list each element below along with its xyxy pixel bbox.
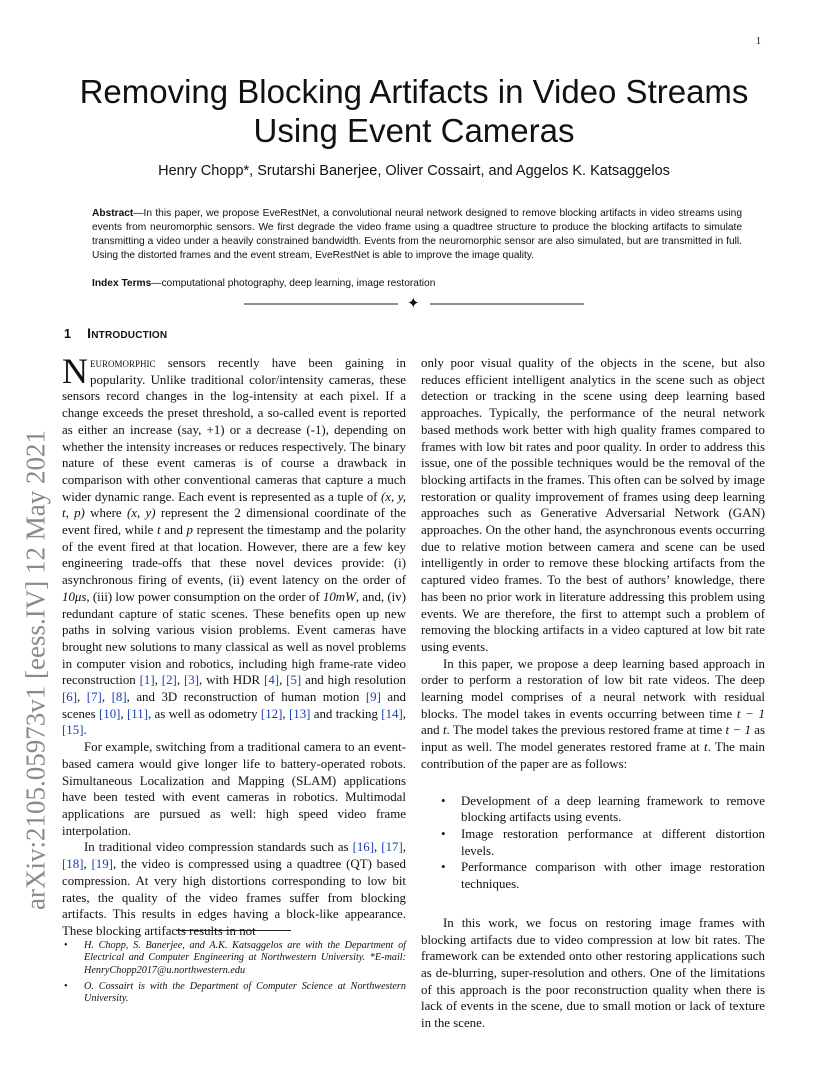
smallcaps-lead: euromorphic bbox=[90, 356, 156, 370]
footnote-rule bbox=[176, 930, 291, 931]
abstract-label: Abstract bbox=[92, 208, 134, 219]
list-item: • Development of a deep learning framework to remove blocking artifacts using events. bbox=[461, 793, 765, 826]
section-number: 1 bbox=[64, 327, 72, 341]
citation-link[interactable]: [ 5 ] bbox=[286, 673, 301, 687]
text-run: , and 3D reconstruction of human motion bbox=[126, 690, 366, 705]
intro-paragraph-4: only poor visual quality of the objects in the scene, but also reduces efficient intelligent analytics in the scene such as object detection or tracking in the scene using deep learning based approaches. Typically, the performance of the neural network based methods work better with high quality frames compared to frames with low bit rates and poor quality. In order to address this issue, one of the possible techniques would be the removal of the blocking artifacts in the frames. This often can be solved by image restoration or quality improvement of frames using deep learning approaches such as Generative Adversarial Network (GAN) approaches. On the other hand, the asynchronous events occurring due to relative motion between camera and scene can be used intelligently in order to remove these blocking artifacts from the captured video frames. To the best of authors’ knowledge, there has been no prior work in literature addressing this problem using events. We are therefore, the first to attempt such a problem of removing the blocking artifacts in a video captured at low bit rate using events. bbox=[421, 356, 765, 654]
section-divider bbox=[244, 297, 584, 311]
citation-link[interactable]: [ 9 ] bbox=[366, 690, 381, 704]
index-terms-text: —computational photography, deep learning, image restoration bbox=[151, 278, 436, 289]
text-run: and bbox=[160, 523, 187, 538]
author-list: Henry Chopp*, Srutarshi Banerjee, Oliver Cossairt, and Aggelos K. Katsaggelos bbox=[158, 163, 670, 179]
index-terms bbox=[92, 277, 742, 291]
section-title: Introduction bbox=[87, 325, 168, 341]
citation-link[interactable]: [ 11 ] bbox=[127, 707, 148, 721]
math-inline: 10mW bbox=[322, 589, 356, 604]
text-run: as input as well. The model generates restored frame at bbox=[421, 723, 765, 755]
text-run: . bbox=[83, 723, 87, 738]
citation-link[interactable]: [ 3 ] bbox=[184, 673, 199, 687]
text-run: sensors recently have been gaining in popularity. Unlike traditional color/intensity cameras, these sensors record changes in the log-intensity at each pixel. If a change exceeds the preset threshold, a so-called event is reported as either an increase (say, +1) or a decrease (-1), depending on whether the intensity increases or reduces respectively. The binary nature of these event cameras is of course a drawback in comparison with other conventional cameras that capture a much wider dynamic range. Each event is represented as a tuple of bbox=[62, 356, 406, 504]
math-inline: 10μs bbox=[62, 589, 87, 604]
index-terms-label: Index Terms bbox=[92, 278, 152, 289]
citation-link[interactable]: [ 15 ] bbox=[62, 723, 83, 737]
math-inline: t − 1 bbox=[725, 723, 751, 738]
paper-title: Removing Blocking Artifacts in Video Streams Using Event Cameras bbox=[79, 73, 749, 149]
citation-link[interactable]: [ 18 ] bbox=[62, 857, 83, 871]
page-number: 1 bbox=[756, 36, 761, 47]
footnote: • H. Chopp, S. Banerjee, and A.K. Katsaggelos are with the Department of Electrical and Computer Engineering at Northwestern University. *E-mail: HenryChopp2017@u.northwestern.edu bbox=[62, 940, 406, 977]
math-inline: t bbox=[703, 740, 708, 755]
citation-link[interactable]: [ 1 ] bbox=[140, 673, 155, 687]
text-run: and bbox=[421, 723, 443, 738]
math-inline: (x, y) bbox=[126, 506, 156, 521]
section-heading bbox=[64, 325, 167, 341]
citation-link[interactable]: [ 7 ] bbox=[87, 690, 102, 704]
math-inline: t bbox=[157, 523, 161, 538]
footnote: • O. Cossairt is with the Department of Computer Science at Northwestern University. bbox=[62, 981, 406, 1006]
citation-link[interactable]: [ 10 ] bbox=[99, 707, 120, 721]
text-run: , with HDR bbox=[198, 673, 265, 688]
citation-link[interactable]: [ 4 ] bbox=[264, 673, 279, 687]
divider-star-icon: ✦ bbox=[407, 296, 420, 312]
text-run: . The main contribution of the paper are as follows: bbox=[421, 740, 765, 771]
math-inline: t − 1 bbox=[736, 706, 765, 721]
intro-paragraph-6: In this work, we focus on restoring image frames with blocking artifacts due to video compression at low bit rates. The framework can be extended onto other restoring applications such as de-blurring, super-resolution and others. One of the limitations of this approach is the poor reconstruction quality when there is lack of events in the scene, due to small motion or lack of texture in the scene. bbox=[421, 915, 765, 1031]
citation-link[interactable]: [ 16 ] bbox=[353, 840, 374, 854]
intro-paragraph-5 bbox=[421, 656, 765, 773]
abstract-text: —In this paper, we propose EveRestNet, a convolutional neural network designed to remove blocking artifacts in video streams using events from neuromorphic sensors. We first degrade the video frame using a quadtree structure to produce the blocking artifacts to simulate transmitting a video under a heavily constrained bandwidth. Events from the neuromorphic sensor are also simulated, but are transmitted in full. Using the distorted frames and the event stream, EveRestNet is able to improve the image quality. bbox=[92, 208, 742, 261]
citation-link[interactable]: [ 8 ] bbox=[112, 690, 127, 704]
text-run: , (iii) low power consumption on the order of bbox=[86, 589, 323, 604]
contribution-list bbox=[421, 793, 765, 893]
text-run: represent the timestamp and the polarity of the event fired at that location. However, there are a few key engineering trade-offs that these novel devices provide: (i) asynchronous firing of events, (ii) event latency on the order of bbox=[62, 523, 407, 588]
citation-link[interactable]: [ 2 ] bbox=[162, 673, 177, 687]
citation-link[interactable]: [ 19 ] bbox=[91, 857, 112, 871]
text-run: and high resolution bbox=[301, 673, 406, 688]
text-run: . The model takes the previous restored frame at time bbox=[446, 723, 726, 738]
intro-paragraph-1: Neuromorphic sensors recently have been gaining in popularity. Unlike traditional color/intensity cameras, these sensors record changes in the log-intensity at each pixel. If a change exceeds the preset threshold, a so-called event is reported as either an increase (say, +1) or a decrease (-1), depending on whether the intensity increases or reduces respectively. The binary nature of these event cameras is of course a drawback in comparison with other conventional cameras that capture a much wider dynamic range. Each event is represented as a tuple of (x, y, t, p) where (x, y) represent the 2 dimensional coordinate of the event fired, while t and p represent the timestamp and the polarity of the event fired at that location. However, there are a few key engineering trade-offs that these novel devices provide: (i) asynchronous firing of events, (ii) event latency on the order of 10μs, (iii) low power consumption on the order of 10mW, and, (iv) redundant capture of static scenes. These benefits open up new paths in solving various vision problems. Event cameras have brought new solutions to many classical as well as novel problems in computer vision and robotics, including high frame-rate video reconstruction [ 1 ] , [ 2 ] , [ 3 ] , with HDR [ 4 ] , [ 5 ] and high resolution [ 6 ] , [ 7 ] , [ 8 ] , and 3D reconstruction of human motion [ 9 ] and scenes [ 10 ] , [ 11 ] , as well as odometry [ 12 ] , [ 13 ] and tracking [ 14 ] , [ 15 ] . bbox=[62, 355, 406, 739]
arxiv-identifier: arXiv:2105.05973v1 [eess.IV] 12 May 2021 bbox=[20, 430, 51, 910]
text-run: and tracking bbox=[310, 706, 382, 721]
footnotes bbox=[62, 940, 406, 1009]
math-inline: p bbox=[186, 523, 193, 538]
intro-paragraph-2: For example, switching from a traditional camera to an event-based camera would give longer life to battery-operated robots. Simultaneous Localization and Mapping (SLAM) applications have been tested with event cameras in robotics. Multimodal applications are pursued as well: high speed video frame interpolation. bbox=[62, 740, 406, 838]
text-run: and scenes bbox=[62, 690, 406, 721]
right-column bbox=[421, 355, 765, 1032]
citation-link[interactable]: [ 12 ] bbox=[261, 707, 282, 721]
text-run: , as well as odometry bbox=[148, 706, 261, 721]
text-run: In traditional video compression standards such as bbox=[84, 840, 353, 855]
text-run: , the video is compressed using a quadtree (QT) based compression. At very high distortions corresponding to low bit rates, the quality of the video frames suffer from blocking artifacts. This results in edges having a block-like appearance. These blocking artifacts results in not bbox=[62, 857, 406, 938]
text-run: represent the 2 dimensional coordinate of the event fired, while bbox=[62, 506, 407, 538]
list-item: • Image restoration performance at different distortion levels. bbox=[461, 826, 765, 859]
text-run: where bbox=[84, 506, 127, 521]
abstract bbox=[92, 207, 742, 263]
left-column bbox=[62, 351, 407, 940]
math-inline: t bbox=[442, 723, 447, 738]
citation-link[interactable]: [ 6 ] bbox=[62, 690, 77, 704]
intro-paragraph-3: In traditional video compression standards such as [ 16 ] , [ 17 ] , [ 18 ] , [ 19 ] , the video is compressed using a quadtree (QT) based compression. At very high distortions corresponding to low bit rates, the quality of the video frames suffer from blocking artifacts. This results in edges having a block-like appearance. These blocking artifacts results in not bbox=[62, 839, 406, 939]
citation-link[interactable]: [ 13 ] bbox=[289, 707, 310, 721]
citation-link[interactable]: [ 17 ] bbox=[381, 840, 402, 854]
drop-cap: N bbox=[62, 351, 88, 391]
text-run: In this paper, we propose a deep learning based approach in order to perform a restoration of low bit rate videos. The deep learning model comprises of a neural network with residual blocks. The model takes in events occurring between time bbox=[421, 656, 765, 721]
citation-link[interactable]: [ 14 ] bbox=[381, 707, 402, 721]
list-item: • Performance comparison with other image restoration techniques. bbox=[461, 859, 765, 892]
text-run: , and, (iv) redundant capture of static scenes. These benefits open up new paths in solving various vision problems. Event cameras have brought new solutions to many classical as well as novel problems in computer vision and robotics, including high frame-rate video reconstruction bbox=[62, 589, 407, 688]
math-inline: (x, y, t, p) bbox=[62, 489, 406, 521]
